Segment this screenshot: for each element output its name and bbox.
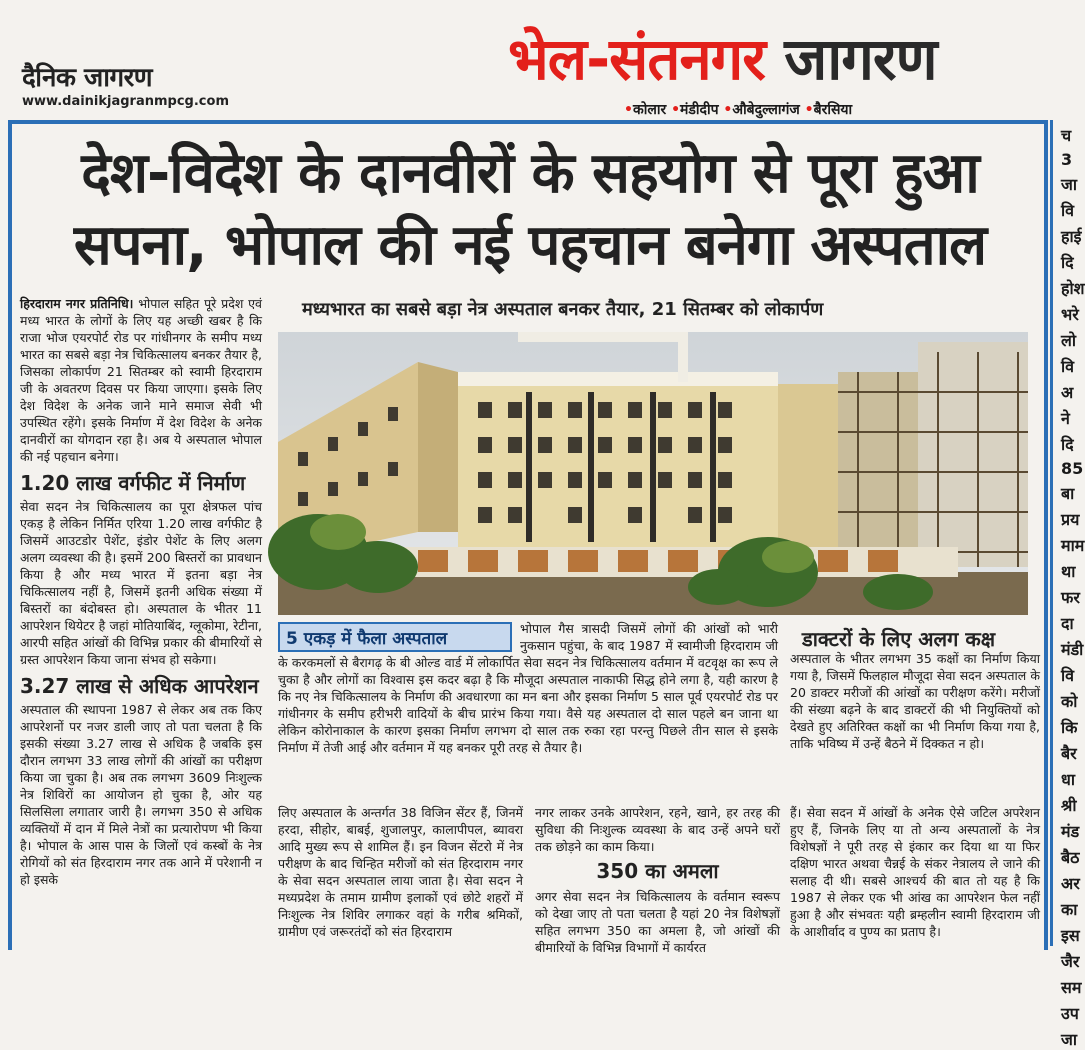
side-fragment: जा (1061, 175, 1078, 194)
side-fragment: बैर (1061, 744, 1077, 763)
column-3-text: अगर सेवा सदन नेत्र चिकित्सालय के वर्तमान स्वरूप को देखा जाए तो पता चलता है यहां 20 नेत्र विशेषज्ञों सहित लगभग 350 का अमला है, जो आंखों की बीमारियों के विभिन्न विभागों में कार्यरत (535, 889, 780, 955)
side-fragment: प्रय (1061, 510, 1080, 529)
edition-title-dark: जागरण (784, 25, 937, 93)
side-fragment: वि (1061, 201, 1075, 220)
side-fragment: ने (1061, 409, 1070, 428)
website-url: www.dainikjagranmpcg.com (22, 94, 229, 109)
edition-title-red: भेल-संतनगर (508, 25, 766, 93)
side-fragment: वि (1061, 357, 1075, 376)
section-heading: 1.20 लाख वर्गफीट में निर्माण (20, 471, 246, 495)
side-fragment: बैठ (1061, 848, 1080, 867)
side-fragment: सम (1061, 978, 1082, 997)
side-fragment: च (1061, 126, 1072, 145)
side-fragment: फर (1061, 588, 1080, 607)
side-fragment: उप (1061, 1004, 1079, 1023)
section-heading: 350 का अमला (596, 859, 719, 883)
section-heading: डाक्टरों के लिए अलग कक्ष (802, 627, 996, 651)
edition-title (508, 25, 937, 93)
hospital-building-image (278, 332, 1028, 615)
subheadline: मध्यभारत का सबसे बड़ा नेत्र अस्पताल बनकर तैयार, 21 सितम्बर को लोकार्पण (302, 299, 824, 320)
paper-name: दैनिक जागरण (22, 63, 153, 93)
headline-line-2: सपना, भोपाल की नई पहचान बनेगा अस्पताल (73, 213, 987, 278)
side-fragment: श्री (1061, 796, 1077, 815)
section-text: अस्पताल की स्थापना 1987 से लेकर अब तक किए आपरेशनों पर नजर डाली जाए तो पता चलता है कि इसकी संख्या 3.27 लाख से अधिक है जबकि इस दौरान लगभग 33 लाख लोगों की आंखों का परीक्षण किया जा चुका है। अब तक लगभग 3609 निःशुल्क नेत्र शिविरों का आयोजन हो चुका है, ओर यह सिलसिला लगातार जारी है। लगभग 350 से अधिक व्यक्तियों में दान में मिले नेत्रों का प्रत्यारोपण भी किया है। भोपाल के आस पास के जिलों एवं कस्बों के नेत्र रोगियों को संत हिरदाराम नगर तक आने में परेशानी न हो इसके (20, 702, 262, 887)
side-fragment: अर (1061, 874, 1080, 893)
edition-areas: •कोलार •मंडीदीप •औबेदुल्लागंज •बैरसिया (624, 102, 853, 118)
column-1 (20, 295, 262, 892)
column-2: लिए अस्पताल के अन्तर्गत 38 विजिन सेंटर हैं, जिनमें हरदा, सीहोर, बाबई, शुजालपुर, कालापीपल, ब्यावरा आदि मुख्य रूप से शामिल हैं। इन विजन सेंटरो में नेत्र परीक्षण के बाद चिन्हित मरीजों को संत हिरदाराम नगर के सेवा सदन अस्पताल लाया जाता है। सेवा सदन ने मध्यप्रदेश के तमाम ग्रामीण इलाकों एवं छोटे शहरों में निःशुल्क नेत्र शिविर लगाकर वहां के गरीब श्रमिकों, ग्रामीण एवं जरूरतंदों को संत हिरदाराम (278, 805, 523, 939)
side-fragment: धा (1061, 770, 1075, 789)
adjacent-column (1050, 120, 1085, 1049)
area-item: मंडीदीप (680, 102, 719, 118)
area-item: कोलार (632, 102, 667, 118)
side-fragment: हाई (1061, 227, 1082, 246)
side-fragment: 85 (1061, 459, 1084, 478)
side-fragment: इस (1061, 926, 1080, 945)
side-fragment: भरे (1061, 305, 1079, 324)
side-fragment: मंड (1061, 822, 1080, 841)
hospital-photo (278, 332, 1028, 615)
side-fragment: जा (1061, 1030, 1078, 1049)
side-fragment: होश (1061, 279, 1085, 298)
side-fragment: जैर (1061, 952, 1080, 971)
section-text: अस्पताल के भीतर लगभग 35 कक्षों का निर्माण किया गया है, जिसमें फिलहाल मौजूदा सेवा सदन अस्पताल के 20 डाक्टर मरीजों की आंखों का परीक्षण करेंगे। मरीजों की संख्या बढ़ने के बाद डाक्टरों की भी नियुक्तियों को देखते हुए अतिरिक्त कक्षों का भी निर्माण किया गया है, ताकि भविष्य में उन्हें बैठने में दिक्कत न हो। (790, 651, 1040, 751)
intro-text: भोपाल सहित पूरे प्रदेश एवं मध्य भारत के लोगों के लिए यह अच्छी खबर है कि राजा भोज एयरपोर्ट रोड पर गांधीनगर के समीप मध्य भारत का सबसे बड़ा नेत्र चिकित्सालय बनकर तैयार है, जिसका लोकार्पण 21 सितम्बर को स्वामी हिरदाराम जी के अवतरण दिवस पर किया जाएगा। इसके लिए देश विदेश के अनेक जाने माने समाज सेवी भी उपस्थित रहेंगे। इसके निर्माण में देश विदेश के अनेक दानवीरों का योगदान रहा है। अब ये अस्पताल भोपाल की नई पहचान बनेगा। (20, 296, 262, 464)
side-fragment: माम (1061, 536, 1085, 555)
side-fragment: था (1061, 562, 1076, 581)
side-fragment: 3 (1061, 150, 1073, 169)
side-fragment: दि (1061, 253, 1074, 272)
side-fragment: दा (1061, 614, 1074, 633)
headline (20, 138, 1040, 282)
dateline: हिरदाराम नगर प्रतिनिधि। (20, 296, 134, 311)
side-fragment: मंडी (1061, 640, 1084, 659)
side-fragment: अ (1061, 383, 1074, 402)
callout-text: भोपाल गैस त्रासदी जिसमें लोगों की आंखों को भारी नुकसान पहुंचा, के बाद 1987 में स्वामीजी हिरदाराम जी के करकमलों से बैरागढ़ के बी ओल्ड वार्ड में लोकार्पित सेवा सदन नेत्र चिकित्सालय वर्तमान में वटवृक्ष का रूप ले चुका है और लोगों का विश्वास इस कदर बढ़ा है कि मौजूदा अस्पताल नाकाफी सिद्ध होने लगा है, यही कारण है कि नए नेत्र चिकित्सालय के निर्माण की अवधारणा का मन बना और इसका निर्माण 5 साल पूर्व एयरपोर्ट रोड पर गांधीनगर के समीप हरीभरी वादियों के बीच प्रारंभ किया गया। वैसे यह अस्पताल दो साल पहले बन जाना था लेकिन कोरोनाकाल के कारण इसका निर्माण लगभग दो साल तक रुका रहा परन्तु पिछले तीन साल से इसके निर्माण में तेजी आई और वर्तमान में यह बनकर पूरी तरह से तैयार है। (278, 621, 778, 755)
column-3-text: नगर लाकर उनके आपरेशन, रहने, खाने, हर तरह की सुविधा की निःशुल्क व्यवस्था के बाद उन्हें अपने घरों तक छोड़ने का काम किया। (535, 805, 780, 854)
area-item: औबेदुल्लागंज (732, 102, 800, 118)
area-item: बैरसिया (813, 102, 853, 118)
section-heading: 3.27 लाख से अधिक आपरेशन (20, 674, 259, 698)
section-text: सेवा सदन नेत्र चिकित्सालय का पूरा क्षेत्रफल पांच एकड़ है लेकिन निर्मित एरिया 1.20 लाख वर्गफीट है जिसमें आउटडोर पेशेंट, इंडोर पेशेंट के लिए अलग अलग व्यवस्था की है। इसमें 200 बिस्तरों का प्रावधान किया है और मध्य भारत में इतना बड़ा नेत्र चिकित्सालय नहीं है, जिसमें इतनी अधिक संख्या में बिस्तरों का बंदोबस्त हो। अस्पताल के भीतर 11 आपरेशन थियेटर है जहां मोतियाबिंद, ग्लूकोमा, रेटीना, आरपी सहित आंखों की विभिन्न प्रकार की बीमारियों से ग्रस्त आपरेशन किया जाना संभव हो सकेगा। (20, 499, 262, 667)
side-fragment: वि (1061, 666, 1075, 685)
side-fragment: को (1061, 692, 1078, 711)
callout-heading: 5 एकड़ में फैला अस्पताल (278, 622, 512, 652)
side-fragment: दि (1061, 435, 1074, 454)
column-3 (535, 804, 780, 956)
side-fragment: कि (1061, 718, 1078, 737)
column-4: हैं। सेवा सदन में आंखों के अनेक ऐसे जटिल अपरेशन हुए हैं, जिनके लिए या तो अन्य अस्पतालों के नेत्र विशेषज्ञों ने पूरी तरह से इंकार कर दिया था या फिर दक्षिण भारत अथवा चैन्नई के संकर नेत्रालय ले जाने की सलाह दी थी। सबसे आश्चर्य की बात तो यह है कि 1987 से लेकर एक भी आंख का आपरेशन फेल नहीं हुआ है और संभवतः यही ब्रम्हलीन स्वामी हिरदाराम जी के आशीर्वाद व पुण्य का प्रताप है। (790, 805, 1040, 939)
headline-line-1: देश-विदेश के दानवीरों के सहयोग से पूरा हुआ (81, 141, 979, 206)
side-fragment: का (1061, 900, 1078, 919)
side-fragment: बा (1061, 484, 1075, 503)
side-fragment: लो (1061, 331, 1076, 350)
